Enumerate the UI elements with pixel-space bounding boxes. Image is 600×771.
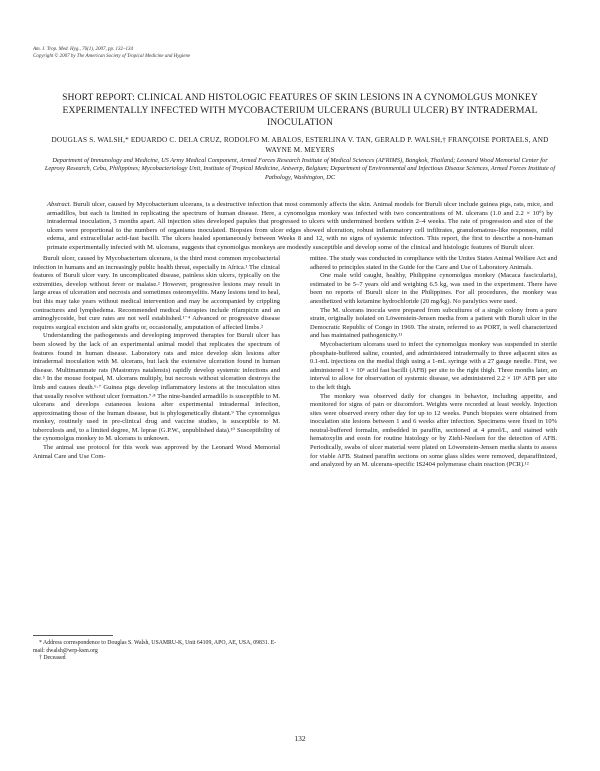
body-column-right: [310, 255, 557, 470]
footnotes: [33, 640, 280, 663]
copyright-line: Copyright © 2007 by The American Society of Tropical Medicine and Hygiene: [33, 54, 191, 59]
body-paragraph: One male wild caught, healthy, Philippine cynomolgus monkey (Macaca fascicularis), estimated to be 5–7 years old and weighing 6.5 kg, was used in the experiment. There have been no reports of Buruli ulcer in the Philippines. For all procedures, the monkey was anesthetized with ketamine hydrochloride (20 mg/kg). No paralytics were used.: [310, 272, 557, 305]
page-number: 132: [294, 734, 306, 743]
body-paragraph: The monkey was observed daily for changes in behavior, including appetite, and monitored for signs of pain or discomfort. Weights were recorded at least weekly. Injection sites were observed every other day for up to 12 weeks. Punch biopsies were obtained from inoculation site lesions between 1 and 6 weeks after infection. Specimens were fixed in 10% neutral-buffered formalin, embedded in paraffin, sectioned at 4 μmol/L, and stained with hematoxylin and eosin for routine histology or by Ziehl-Neelsen for the detection of AFB. Periodically, swabs of ulcer material were plated on Löwenstein-Jensen media slants to assess for viable AFB. Stained paraffin sections on some glass slides were removed, deparaffinized, and analyzed by an M. ulcerans-specific IS2404 polymerase chain reaction (PCR).¹²: [310, 392, 557, 469]
abstract: [47, 201, 553, 253]
author-list: DOUGLAS S. WALSH,* EDUARDO C. DELA CRUZ, RODOLFO M. ABALOS, ESTERLINA V. TAN, GERALD P. WALSH,† FRANÇOISE PORTAELS, AND WAYNE M. MEYERS: [51, 136, 549, 154]
deceased-footnote: † Deceased: [39, 655, 66, 662]
body-paragraph: Mycobacterium ulcerans used to infect the cynomolgus monkey was suspended in sterile phosphate-buffered saline, counted, and administered intradermally to three adjacent sites as 0.1-mL injections on the medial thigh using a 1-mL syringe with a 27 gauge needle. First, we administered 1 × 10⁶ acid fast bacilli (AFB) per site to the right thigh. Three months later, an interval to allow for observation of systemic disease, we administered 2.2 × 10⁶ AFB per site to the left thigh.: [310, 340, 557, 391]
body-paragraph: Understanding the pathogenesis and developing improved therapies for Buruli ulcer has been slowed by the lack of an experimental animal model that replicates the spectrum of features found in human disease. Laboratory rats and mice develop skin lesions after intradermal inoculation with M. ulcerans, but lack the extensive ulceration found in human disease. Multimammate rats (Mastomys natalensis) rapidly develop systemic infections and die.⁵ In the mouse footpad, M. ulcerans multiply, but necrosis without ulceration destroys the limb and causes death.⁶·⁷ Guinea pigs develop inflammatory lesions at the inoculation sites that usually resolve without ulcer formation.⁷·⁸ The nine-banded armadillo is susceptible to M. ulcerans and develops cutaneous lesions after experimental intradermal infection, approximating those of the human disease, but is phylogenetically distant.⁹ The cynomolgus monkey, routinely used in pre-clinical drug and vaccine studies, is susceptible to M. tuberculosis and, to a limited degree, M. leprae (G.P.W., unpublished data).¹⁰ Susceptibility of the cynomolgus monkey to M. ulcerans is unknown.: [33, 332, 280, 443]
affiliations: Department of Immunology and Medicine, US Army Medical Component, Armed Forces Research Institute of Medical Sciences (AFRIMS), Bangkok, Thailand; Leonard Wood Memorial Center for Leprosy Research, Cebu, Philippines; Mycobacteriology Unit, Institute of Tropical Medicine, Antwerp, Belgium; Department of Environmental and Infectious Disease Sciences, Armed Forces Institute of Pathology, Washington, DC: [44, 157, 556, 181]
body-paragraph: Buruli ulcer, caused by Mycobacterium ulcerans, is the third most common mycobacterial infection in humans and an increasingly public health threat, especially in Africa.¹ The clinical features of Buruli ulcer vary. In uncomplicated disease, painless skin ulcers, typically on the extremities, develop without fever or malaise.² However, progressive lesions may result in large areas of ulceration and necrosis and sometimes osteomyelitis. Many lesions tend to heal, but this may take years without medical intervention and may be accompanied by crippling contractures and lymphedema. Recommended medical therapies include rifampicin and an aminoglycoside, but cure rates are not well established.¹⁻⁴ Advanced or progressive disease requires surgical excision and skin grafts or, occasionally, amputation of affected limbs.²: [33, 255, 280, 331]
running-head: [33, 46, 573, 60]
body-column-left: [33, 255, 280, 461]
abstract-label: Abstract.: [47, 201, 72, 208]
body-paragraph: The animal use protocol for this work was approved by the Leonard Wood Memorial Animal Care and Use Com-: [33, 444, 280, 460]
article-title: SHORT REPORT: CLINICAL AND HISTOLOGIC FEATURES OF SKIN LESIONS IN A CYNOMOLGUS MONKEY EXPERIMENTALLY INFECTED WITH MYCOBACTERIUM ULCERANS (BURULI ULCER) BY INTRADERMAL INOCULATION: [62, 92, 538, 128]
correspondence-footnote: * Address correspondence to Douglas S. Walsh, USAMRU-K, Unit 64109, APO, AE, USA, 09831. E-mail: dwalsh@wrp-ksm.org: [33, 640, 277, 654]
body-paragraph: mittee. The study was conducted in compliance with the Unites States Animal Welfare Act and adhered to principles stated in the Guide for the Care and Use of Laboratory Animals.: [310, 255, 557, 271]
footnote-divider: [33, 635, 113, 636]
body-paragraph: The M. ulcerans inocula were prepared from subcultures of a single colony from a pure strain, originally isolated on Löwenstein-Jensen media from a patient with Buruli ulcer in the Democratic Republic of Congo in 1969. The strain, referred to as PORT, is well characterized and has maintained pathogenicity.¹¹: [310, 306, 557, 340]
journal-citation: Am. J. Trop. Med. Hyg., 76(1), 2007, pp. 132–134: [33, 47, 133, 52]
abstract-text: Buruli ulcer, caused by Mycobacterium ulcerans, is a destructive infection that most commonly affects the skin. Animal models for Buruli ulcer include guinea pigs, rats, mice, and armadillos, but each is limited in replicating the spectrum of human disease. Here, a cynomolgus monkey was infected with two concentrations of M. ulcerans (1.0 and 2.2 × 10⁶) by intradermal inoculation, 3 months apart. All injection sites developed papules that progressed to ulcers with undermined borders within 2–4 weeks. The rate of progression and size of the ulcers were proportional to the numbers of organisms inoculated. Biopsies from ulcer edges showed ulceration, robust inflammatory cell infiltrates, granulomatous-like responses, mild edema, and extracellular acid-fast bacilli. The ulcers healed spontaneously between Weeks 8 and 12, with no signs of systemic infection. This report, the first to describe a non-human primate experimentally infected with M. ulcerans, suggests that cynomolgus monkeys are modestly susceptible and develop some of the clinical and histologic features of Buruli ulcer.: [47, 201, 553, 251]
